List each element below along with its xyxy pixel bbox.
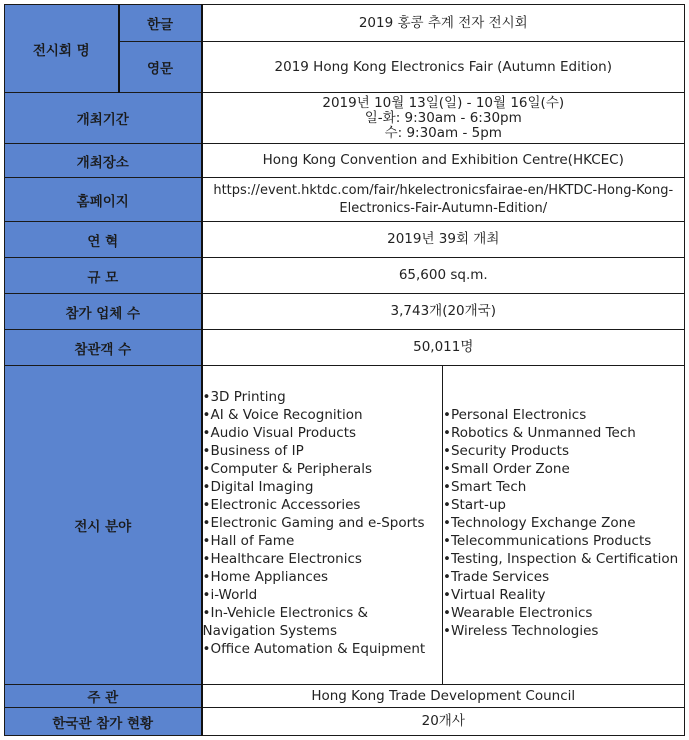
visitors-value: 50,011명 (202, 330, 685, 366)
period-value (202, 93, 685, 144)
korean-name-value: 2019 홍콩 추계 전자 전시회 (202, 5, 685, 42)
category-item: • Wearable Electronics (443, 604, 684, 622)
category-item: • Smart Tech (443, 478, 684, 496)
history-header: 연 혁 (5, 222, 202, 258)
organizer-header: 주 관 (5, 685, 202, 708)
categories-left-column (202, 366, 443, 685)
exhibitors-value: 3,743개(20개국) (202, 294, 685, 330)
category-item: • Testing, Inspection & Certification (443, 550, 684, 568)
category-item: • Electronic Accessories (203, 496, 443, 514)
category-item: • AI & Voice Recognition (203, 406, 443, 424)
period-header: 개최기간 (5, 93, 202, 144)
category-item: • Wireless Technologies (443, 622, 684, 640)
category-item: • In-Vehicle Electronics & Navigation Systems (203, 604, 443, 640)
category-item: • Security Products (443, 442, 684, 460)
category-item: • Start-up (443, 496, 684, 514)
category-item: • Digital Imaging (203, 478, 443, 496)
korean-label: 한글 (119, 5, 202, 42)
korea-pavilion-value: 20개사 (202, 708, 685, 736)
organizer-value: Hong Kong Trade Development Council (202, 685, 685, 708)
period-hours-wed: 수: 9:30am - 5pm (384, 124, 502, 141)
category-item: • Hall of Fame (203, 532, 443, 550)
period-hours-sun-tue: 일-화: 9:30am - 6:30pm (364, 109, 522, 126)
category-item: • Telecommunications Products (443, 532, 684, 550)
homepage-header: 홈페이지 (5, 178, 202, 222)
categories-right-column (443, 366, 685, 685)
categories-right-list (443, 406, 684, 640)
category-item: • Office Automation & Equipment (203, 640, 443, 658)
period-dates: 2019년 10월 13일(일) - 10월 16일(수) (322, 94, 565, 111)
category-item: • Electronic Gaming and e-Sports (203, 514, 443, 532)
exhibition-info-table (4, 4, 685, 736)
exhibitors-header: 참가 업체 수 (5, 294, 202, 330)
scale-value: 65,600 sq.m. (202, 258, 685, 294)
visitors-header: 참관객 수 (5, 330, 202, 366)
category-item: • Robotics & Unmanned Tech (443, 424, 684, 442)
category-item: • Virtual Reality (443, 586, 684, 604)
category-item: • Audio Visual Products (203, 424, 443, 442)
korea-pavilion-header: 한국관 참가 현황 (5, 708, 202, 736)
homepage-link[interactable] (202, 178, 685, 222)
category-item: • Business of IP (203, 442, 443, 460)
category-item: • Home Appliances (203, 568, 443, 586)
category-item: • Trade Services (443, 568, 684, 586)
category-item: • Healthcare Electronics (203, 550, 443, 568)
categories-left-list (203, 388, 443, 658)
venue-header: 개최장소 (5, 144, 202, 178)
category-item: • Small Order Zone (443, 460, 684, 478)
history-value: 2019년 39회 개최 (202, 222, 685, 258)
venue-value: Hong Kong Convention and Exhibition Centre(HKCEC) (202, 144, 685, 178)
categories-header: 전시 분야 (5, 366, 202, 685)
exhibition-name-header: 전시회 명 (5, 5, 119, 93)
category-item: • Technology Exchange Zone (443, 514, 684, 532)
category-item: • Computer & Peripherals (203, 460, 443, 478)
english-label: 영문 (119, 42, 202, 93)
scale-header: 규 모 (5, 258, 202, 294)
category-item: • 3D Printing (203, 388, 443, 406)
category-item: • i-World (203, 586, 443, 604)
homepage-url-line1[interactable]: https://event.hktdc.com/fair/hkelectronicsfairae-en/HKTDC-Hong-Kong- (213, 182, 674, 198)
homepage-url-line2[interactable]: Electronics-Fair-Autumn-Edition/ (339, 200, 548, 216)
category-item: • Personal Electronics (443, 406, 684, 424)
english-name-value: 2019 Hong Kong Electronics Fair (Autumn Edition) (202, 42, 685, 93)
